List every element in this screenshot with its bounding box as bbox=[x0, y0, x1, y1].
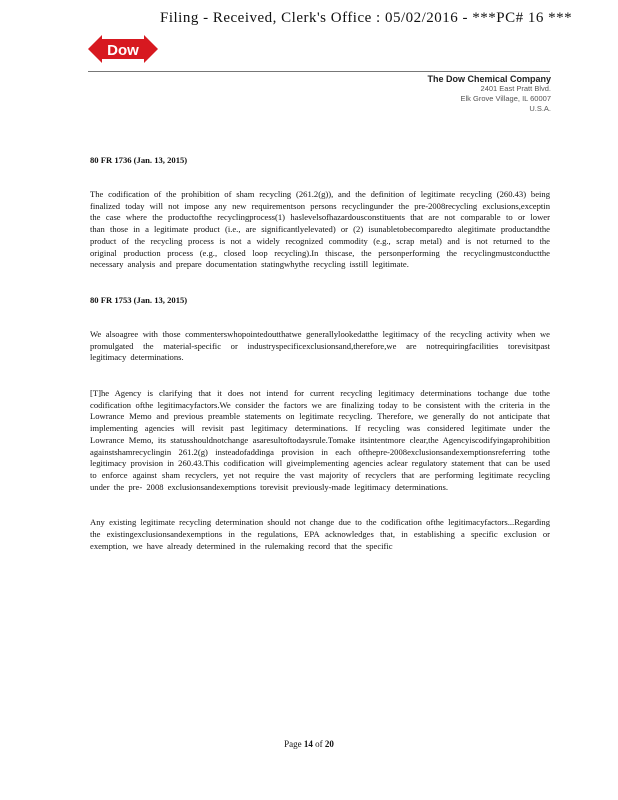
filing-header: Filing - Received, Clerk's Office : 05/02/2016 - ***PC# 16 *** bbox=[160, 10, 573, 26]
company-address-line3: U.S.A. bbox=[529, 104, 551, 113]
company-name: The Dow Chemical Company bbox=[427, 74, 551, 84]
paragraph-codification: The codification of the prohibition of sham recycling (261.2(g)), and the definition of legitimate recycling (260.43) being finalized today will not impose any new requirementson persons recyclingunder the pre-2008recycling exclusions,exceptin the case where the productofthe recyclingprocess(1) haslevelsofhazardousconstituents that are not comparable to or lower than those in a legitimate product (i.e., are significantlyelevated) or (2) isunabletobecomparedto alegitimate productandthe product of the recycling process is not a widely recognized commodity (e.g., scrap metal) and is not returned to the original production process (e.g., closed loop recycling).In thiscase, the personperforming the recyclingmustconductthe necessary analysis and prepare documentation statingwhythe recycling isstill legitimate. bbox=[90, 189, 550, 270]
citation-1753: 80 FR 1753 (Jan. 13, 2015) bbox=[90, 294, 188, 305]
paragraph-agency-clarifying: [T]he Agency is clarifying that it does not intend for current recycling legitimacy determinations tochange due tothe codification ofthe legitimacyfactors.We consider the factors we are finalizing today to be consistent with the criteria in the Lowrance Memo and previous preamble statements on legitimate recycling. Therefore, we generally do not anticipate that implementing agencies will revisit past legitimacy determinations. If recycling was considered legitimate under the Lowrance Memo, its statusshouldnotchange asaresultoftodaysrule.Tomake itsintentmore clear,the Agencyiscodifyingaprohibition againstshamrecyclingin 261.2(g) insteadofaddinga provision in each ofthepre-2008exclusionsandexemptionsreferring tothe legitimacy provision in 260.43.This codification will giveimplementing agencies aclear regulatory statement that can be used to enforce against sham recyclers, yet not require the vast majority of recyclers that are performing legitimate recycling under the pre- 2008 exclusionsandexemptions torevisit previously-made legitimacy determinations. bbox=[90, 388, 550, 492]
total-pages: 20 bbox=[324, 739, 334, 749]
paragraph-commenters: We alsoagree with those commenterswhopointedoutthatwe generallylookedatthe legitimacy of the recycling activity when we promulgated the material-specific or industryspecificexclusionsand,therefore,we are notrequiringfacilities torevisitpast legitimacy determinations. bbox=[90, 328, 550, 363]
page-label: Page bbox=[284, 739, 302, 749]
dow-logo bbox=[88, 33, 158, 65]
header-divider bbox=[88, 71, 550, 72]
citation-1736: 80 FR 1736 (Jan. 13, 2015) bbox=[90, 155, 188, 165]
page-number: 14 bbox=[303, 739, 313, 749]
page-footer bbox=[0, 739, 618, 749]
dow-logo-text: Dow bbox=[107, 42, 139, 59]
of-label: of bbox=[315, 739, 323, 749]
company-address-line1: 2401 East Pratt Blvd. bbox=[480, 84, 551, 93]
dow-logo-diamond-left bbox=[88, 35, 102, 63]
company-address-line2: Elk Grove Village, IL 60007 bbox=[460, 94, 551, 103]
dow-logo-diamond-right bbox=[144, 35, 158, 63]
company-address-block bbox=[427, 74, 551, 114]
paragraph-existing-determination: Any existing legitimate recycling determination should not change due to the codification ofthe legitimacyfactors...Regarding the existingexclusionsandexemptions in the regulations, EPA acknowledges that, in establishing a specific exclusion or exemption, we have already determined in the rulemaking record that the specific bbox=[90, 517, 550, 551]
document-body bbox=[90, 155, 550, 576]
